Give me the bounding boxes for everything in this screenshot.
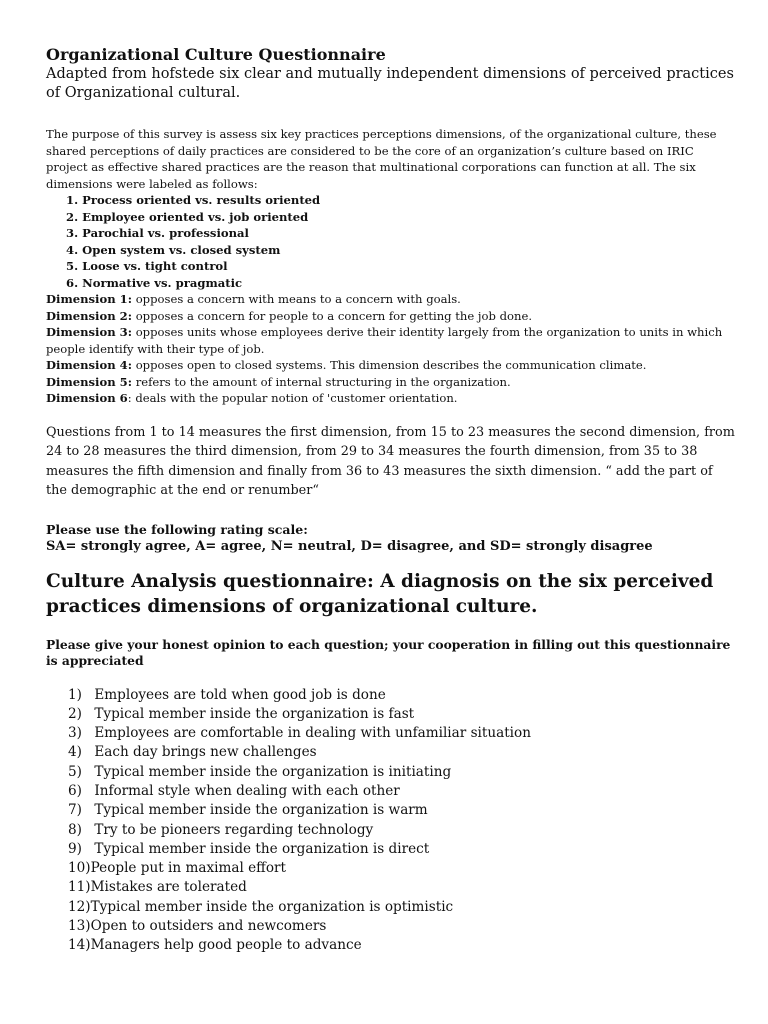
dimension-description: Dimension 3: opposes units whose employees derive their identity largely from the organization to units in which people identify with their type of job. xyxy=(46,325,723,356)
question-item: 1) Employees are told when good job is done xyxy=(68,686,386,703)
question-item: 5) Typical member inside the organization is initiating xyxy=(68,763,452,780)
dimension-item: 4. Open system vs. closed system xyxy=(66,242,281,257)
question-item: 7) Typical member inside the organization is warm xyxy=(68,802,428,819)
dimension-description: Dimension 4: opposes open to closed systems. This dimension describes the communication climate. xyxy=(46,358,647,372)
rating-scale-label: Please use the following rating scale: xyxy=(46,521,308,537)
questionnaire-instructions: Please give your honest opinion to each question; your cooperation in filling out this questionnaire is appreciated xyxy=(46,636,731,668)
question-item: 13) Open to outsiders and newcomers xyxy=(68,918,327,935)
dimension-description: Dimension 2: opposes a concern for people to a concern for getting the job done. xyxy=(46,308,533,323)
question-item: 10) People put in maximal effort xyxy=(68,860,286,877)
questionnaire-title: Culture Analysis questionnaire: A diagnosis on the six perceived practices dimensions of organizational culture. xyxy=(46,570,714,617)
dimension-item: 2. Employee oriented vs. job oriented xyxy=(66,209,309,224)
page-subtitle: Adapted from hofstede six clear and mutually independent dimensions of perceived practices of Organizational cultural. xyxy=(46,66,734,101)
page-title: Organizational Culture Questionnaire xyxy=(46,45,386,64)
question-item: 2) Typical member inside the organization is fast xyxy=(68,705,415,722)
dimension-description: Dimension 1: opposes a concern with means to a concern with goals. xyxy=(46,292,461,306)
dimension-description: Dimension 6: deals with the popular notion of 'customer orientation. xyxy=(46,391,458,405)
dimension-description: Dimension 5: refers to the amount of internal structuring in the organization. xyxy=(46,374,511,389)
purpose-paragraph: The purpose of this survey is assess six key practices perceptions dimensions, of the organizational culture, these shared perceptions of daily practices are considered to be the core of an organization’s culture based on IRIC project as effective shared practices are the reason that multinational corporations can function at all. The six dimensions were labeled as follows: xyxy=(46,127,717,191)
question-item: 14) Managers help good people to advance xyxy=(68,937,362,954)
document-page xyxy=(46,44,736,956)
question-item: 12) Typical member inside the organization is optimistic xyxy=(68,898,454,915)
questions-list xyxy=(46,686,736,956)
measures-paragraph: Questions from 1 to 14 measures the first dimension, from 15 to 23 measures the second dimension, from 24 to 28 measures the third dimension, from 29 to 34 measures the fourth dimension, from 35 to 38 measures the fifth dimension and finally from 36 to 43 measures the sixth dimension. “ add the part of the demographic at the end or renumber“ xyxy=(46,424,735,498)
question-item: 4) Each day brings new challenges xyxy=(68,744,317,761)
dimension-item: 3. Parochial vs. professional xyxy=(66,226,249,240)
question-item: 8) Try to be pioneers regarding technology xyxy=(68,821,374,838)
question-item: 9) Typical member inside the organization is direct xyxy=(68,840,430,857)
dimension-item: 1. Process oriented vs. results oriented xyxy=(66,193,321,207)
dimension-item: 6. Normative vs. pragmatic xyxy=(66,275,243,290)
question-item: 3) Employees are comfortable in dealing with unfamiliar situation xyxy=(68,725,531,742)
rating-scale-legend: SA= strongly agree, A= agree, N= neutral, D= disagree, and SD= strongly disagree xyxy=(46,538,653,554)
question-item: 11) Mistakes are tolerated xyxy=(68,879,247,896)
dimension-item: 5. Loose vs. tight control xyxy=(66,259,228,273)
question-item: 6) Informal style when dealing with each other xyxy=(68,782,400,799)
dimensions-list xyxy=(46,192,736,291)
dimension-descriptions xyxy=(46,291,736,407)
